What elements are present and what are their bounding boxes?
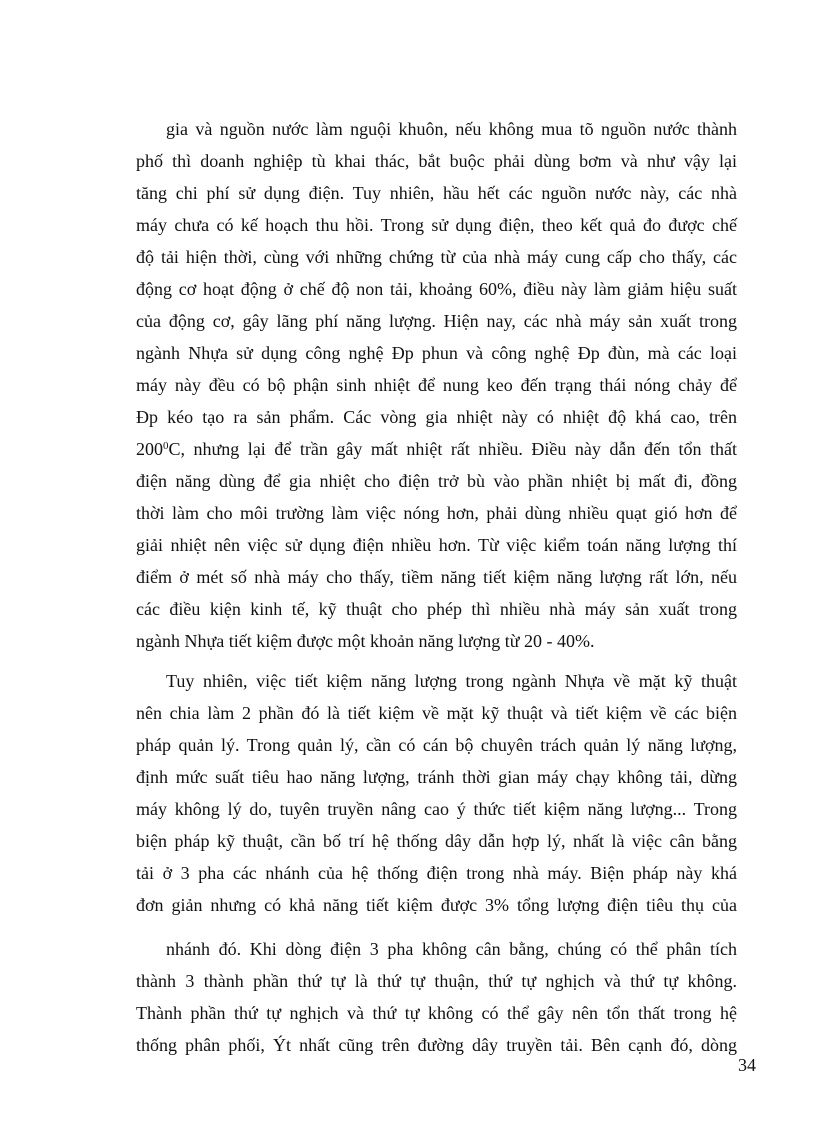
text-line: độ tải hiện thời, cùng với những chứng từ của nhà máy cung cấp cho thấy, các [136,247,737,267]
text-line: đơn giản nhưng có khả năng tiết kiệm được 3% tổng lượng điện tiêu thụ của [136,895,737,915]
text-line: Đp kéo tạo ra sản phẩm. Các vòng gia nhiệt này có nhiệt độ khá cao, trên [136,407,737,427]
text-line: định mức suất tiêu hao năng lượng, tránh thời gian máy chạy không tải, dừng [136,767,737,787]
text-line: biện pháp kỹ thuật, cần bố trí hệ thống dây dẫn hợp lý, nhất là việc cân bằng [136,831,737,851]
text-line: tải ở 3 pha các nhánh của hệ thống điện trong nhà máy. Biện pháp này khá [136,863,737,883]
text-line: thống phân phối, Ýt nhất cũng trên đường dây truyền tải. Bên cạnh đó, dòng [136,1035,737,1055]
temperature-superscript: 0 [163,440,169,452]
page-number: 34 [738,1055,756,1075]
text-line: của động cơ, gây lãng phí năng lượng. Hiện nay, các nhà máy sản xuất trong [136,311,737,331]
text-line: động cơ hoạt động ở chế độ non tải, khoảng 60%, điều này làm giảm hiệu suất [136,279,737,299]
text-line: máy chưa có kế hoạch thu hồi. Trong sử dụng điện, theo kết quả đo được chế [136,215,737,235]
temperature-value: 200 [136,439,163,459]
text-line: thành 3 thành phần thứ tự là thứ tự thuận, thứ tự nghịch và thứ tự không. [136,971,737,991]
text-line: nhánh đó. Khi dòng điện 3 pha không cân bằng, chúng có thể phân tích [166,939,737,959]
text-line: Tuy nhiên, việc tiết kiệm năng lượng trong ngành Nhựa về mặt kỹ thuật [166,671,737,691]
text-line: máy này đều có bộ phận sinh nhiệt để nung keo đến trạng thái nóng chảy để [136,375,737,395]
text-line: tăng chi phí sử dụng điện. Tuy nhiên, hầu hết các nguồn nước này, các nhà [136,183,737,203]
text-line: giải nhiệt nên việc sử dụng điện nhiều hơn. Từ việc kiểm toán năng lượng thí [136,535,737,555]
text-line: điểm ở mét số nhà máy cho thấy, tiềm năng tiết kiệm năng lượng rất lớn, nếu [136,567,737,587]
text-line: máy không lý do, tuyên truyền nâng cao ý thức tiết kiệm năng lượng... Trong [136,799,737,819]
text-line: thời làm cho môi trường làm việc nóng hơn, phải dùng nhiều quạt gió hơn để [136,503,737,523]
text-line-with-temperature [136,436,737,462]
text-line: ngành Nhựa tiết kiệm được một khoản năng lượng từ 20 - 40%. [136,631,595,651]
text-line: các điều kiện kinh tế, kỹ thuật cho phép thì nhiều nhà máy sản xuất trong [136,599,737,619]
text-line: điện năng dùng để gia nhiệt cho điện trở bù vào phần nhiệt bị mất đi, đồng [136,471,737,491]
text-line: nên chia làm 2 phần đó là tiết kiệm về mặt kỹ thuật và tiết kiệm về các biện [136,703,737,723]
text-line: pháp quản lý. Trong quản lý, cần có cán bộ chuyên trách quản lý năng lượng, [136,735,737,755]
text-line: phố thì doanh nghiệp tù khai thác, bắt buộc phải dùng bơm và như vậy lại [136,151,737,171]
text-line: gia và nguồn nước làm nguội khuôn, nếu không mua tõ nguồn nước thành [166,119,737,139]
text-line: ngành Nhựa sử dụng công nghệ Đp phun và công nghệ Đp đùn, mà các loại [136,343,737,363]
text-line-rest: C, nhưng lại để trần gây mất nhiệt rất nhiều. Điều này dẫn đến tổn thất [168,439,737,459]
text-line: Thành phần thứ tự nghịch và thứ tự không có thể gây nên tổn thất trong hệ [136,1003,737,1023]
